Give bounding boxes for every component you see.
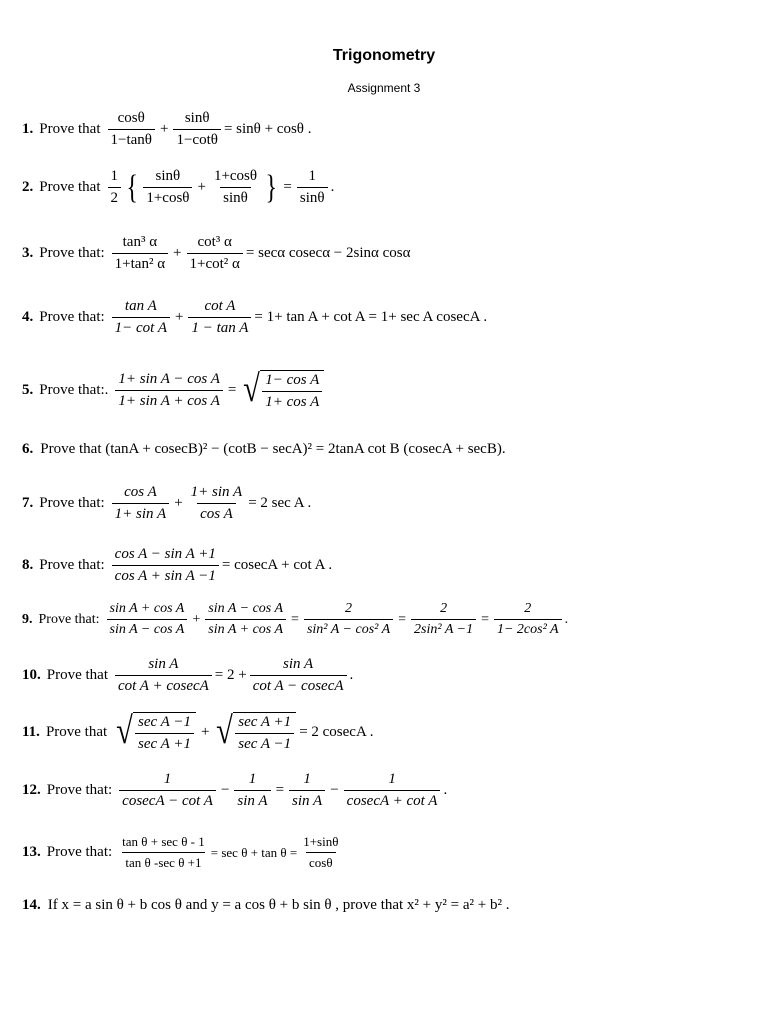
problem-number: 8. [22, 557, 34, 573]
fraction: $\frac{\text{cos A − sin A +1}}{\text{cos A + sin A −1}}$ [112, 546, 219, 585]
problem-7 [22, 484, 312, 523]
problem-lead: Prove that: [39, 309, 105, 325]
operator: + [192, 611, 201, 627]
fraction: $\frac{2}{\text{2sin² A −1}}$ [411, 601, 476, 638]
fraction: $\frac{1}{2}$ [108, 168, 122, 207]
problem-9 [22, 601, 569, 638]
operator: + [175, 309, 184, 325]
rhs-expression: = 2 cosecA . [299, 724, 374, 740]
right-brace: } [265, 168, 277, 206]
problem-text: Prove that (tanA + cosecB)² − (cotB − secA)² = 2tanA cot B (cosecA + secB). [40, 441, 506, 457]
problem-lead: Prove that: [38, 611, 100, 627]
operator: + [173, 245, 182, 261]
problem-number: 11. [22, 724, 40, 740]
problem-12 [22, 771, 448, 810]
problem-number: 5. [22, 382, 34, 398]
middle-expression: = 2 + [214, 667, 247, 683]
fraction: $\frac{\sin\theta}{1+\cos\theta}$ [143, 168, 192, 207]
fraction: $\frac{\text{cot A}}{\text{1 − tan A}}$ [188, 298, 251, 337]
fraction: $\frac{\text{sin A}}{\text{cot A − cosecA}}$ [250, 656, 347, 695]
problem-10 [22, 656, 354, 695]
fraction: $\frac{\text{tan A}}{\text{1− cot A}}$ [112, 298, 170, 337]
fraction: $\frac{\text{sin A − cos A}}{\text{sin A + cos A}}$ [205, 601, 286, 638]
fraction: $\frac{1+\cos\theta}{\sin\theta}$ [213, 168, 258, 206]
problem-14 [22, 897, 510, 914]
problem-lead: Prove that [46, 667, 108, 683]
fraction: $\frac{\text{sec A −1}}{\text{sec A +1}}$ [135, 714, 194, 753]
fraction: $\frac{2}{\text{1− 2cos² A}}$ [494, 601, 562, 638]
operator: = [481, 611, 489, 627]
problem-text: If x = a sin θ + b cos θ and y = a cos θ + b sin θ , prove that x² + y² = a² + b² . [47, 897, 510, 913]
problem-3 [22, 234, 411, 273]
square-root [114, 712, 196, 753]
fraction: $\frac{\text{sin A + cos A}}{\text{sin A − cos A}}$ [107, 601, 188, 638]
operator: = [227, 382, 237, 398]
fraction: $\frac{\text{sin A}}{\text{cot A + cosecA}}$ [115, 656, 212, 695]
problem-lead: Prove that: [39, 557, 105, 573]
problem-lead: Prove that: [46, 844, 113, 860]
problem-lead: Prove that [45, 724, 108, 740]
period: . [349, 667, 354, 683]
problem-lead: Prove that:. [39, 382, 109, 398]
operator: + [174, 495, 183, 511]
problem-2 [22, 168, 335, 207]
problem-1 [22, 110, 312, 149]
operator: = [291, 611, 299, 627]
radical-sign: √ [216, 710, 234, 752]
fraction: $\frac{1+\sin\theta}{\cos\theta}$ [303, 834, 339, 870]
rhs-expression: = 2 sec A . [248, 495, 312, 511]
problem-4 [22, 298, 488, 337]
square-root [241, 370, 324, 411]
fraction: $\frac{\sin\theta}{1-\cot\theta}$ [173, 110, 220, 149]
problem-lead: Prove that: [39, 245, 105, 261]
rhs-expression: = 1+ tan A + cot A = 1+ sec A cosecA . [254, 309, 488, 325]
radical-sign: √ [243, 368, 261, 410]
fraction: $\frac{\text{tan θ + sec θ - 1}}{\text{tan θ -sec θ +1}}$ [122, 834, 205, 870]
fraction: $\frac{1}{\sin\theta}$ [297, 168, 328, 207]
operator: = [283, 179, 292, 195]
problem-8 [22, 546, 333, 585]
operator: − [330, 782, 339, 798]
problem-number: 9. [22, 611, 33, 627]
problem-number: 14. [22, 897, 41, 913]
problem-lead: Prove that: [39, 495, 105, 511]
problem-lead: Prove that: [46, 782, 113, 798]
operator: + [197, 179, 206, 195]
period: . [443, 782, 448, 798]
problem-lead: Prove that [39, 121, 101, 137]
fraction: $\frac{\text{tan³ α}}{\text{1+tan² α}}$ [112, 234, 168, 273]
fraction: $\frac{1}{\text{sin A}}$ [234, 771, 270, 810]
problem-number: 10. [22, 667, 41, 683]
rhs-expression: = cosecA + cot A . [221, 557, 333, 573]
operator: = [275, 782, 285, 798]
operator: = [398, 611, 407, 627]
problem-11 [22, 712, 374, 753]
problem-6 [22, 441, 507, 458]
problem-5 [22, 370, 326, 411]
problem-number: 12. [22, 782, 41, 798]
problem-number: 6. [22, 441, 34, 457]
square-root [214, 712, 296, 753]
fraction: $\frac{1}{\text{cosecA + cot A}}$ [344, 771, 441, 810]
fraction: $\frac{\text{cos A}}{\text{1+ sin A}}$ [112, 484, 170, 523]
period: . [330, 179, 335, 195]
fraction: $\frac{1}{\text{sin A}}$ [289, 771, 325, 810]
problem-number: 13. [22, 844, 41, 860]
page-title: Trigonometry [332, 47, 436, 64]
fraction: $\frac{1}{\text{cosecA − cot A}}$ [119, 771, 216, 810]
period: . [564, 611, 569, 627]
left-brace: { [126, 168, 138, 206]
problem-number: 3. [22, 245, 34, 261]
problem-number: 2. [22, 179, 34, 195]
page-subtitle: Assignment 3 [347, 81, 421, 95]
rhs-expression: = secα cosecα − 2sinα cosα [245, 245, 411, 261]
operator: + [200, 724, 210, 740]
problem-number: 1. [22, 121, 34, 137]
fraction: $\frac{\cos\theta}{1-\tan\theta}$ [108, 110, 155, 149]
problem-number: 7. [22, 495, 34, 511]
problem-number: 4. [22, 309, 34, 325]
operator: − [220, 782, 230, 798]
middle-expression: = sec θ + tan θ = [210, 844, 298, 860]
fraction: $\frac{\text{1+ sin A}}{\text{cos A}}$ [190, 484, 243, 522]
fraction: $\frac{\text{sec A +1}}{\text{sec A −1}}$ [235, 714, 294, 753]
fraction: $\frac{\text{cot³ α}}{\text{1+cot² α}}$ [187, 234, 243, 273]
radical-sign: √ [116, 710, 133, 752]
fraction: $\frac{\text{1+ sin A − cos A}}{\text{1+ sin A + cos A}}$ [115, 371, 223, 410]
rhs-expression: = sinθ + cosθ . [223, 121, 312, 137]
operator: + [159, 121, 169, 137]
problem-lead: Prove that [39, 179, 101, 195]
fraction: $\frac{2}{\text{sin² A − cos² A}}$ [304, 601, 393, 638]
problem-13 [22, 834, 343, 871]
fraction: $\frac{\text{1− cos A}}{\text{1+ cos A}}$ [262, 372, 322, 411]
